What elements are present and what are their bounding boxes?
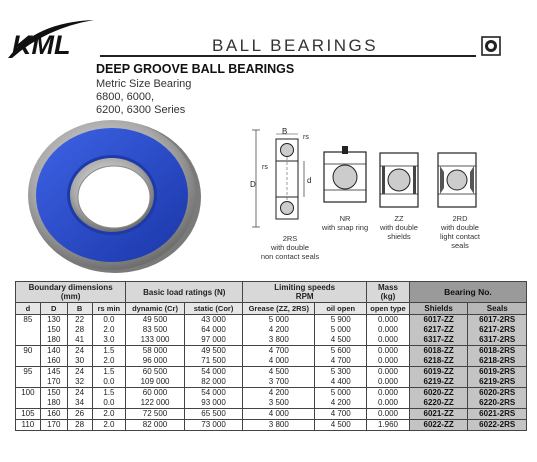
- table-cell-dyn: 82 000: [126, 420, 185, 431]
- table-cell-d: 90: [16, 346, 41, 367]
- table-cell-seals: 6022-2RS: [468, 420, 527, 431]
- table-cell-oil: 5 600 4 700: [315, 346, 367, 367]
- cross-section-zz: [378, 150, 420, 210]
- table-cell-seals: 6020-2RS 6220-2RS: [468, 388, 527, 409]
- table-cell-rs: 2.0: [92, 420, 126, 431]
- table-cell-oil: 5 000 4 200: [315, 388, 367, 409]
- type-caption-line: with double: [441, 223, 479, 232]
- dim-b-label: B: [282, 127, 288, 136]
- table-cell-rs: 1.5 2.0: [92, 346, 126, 367]
- bearing-icon: [481, 36, 501, 56]
- table-cell-B: 28: [67, 420, 92, 431]
- diagram-caption-2rs: [252, 234, 328, 261]
- header-seals: Seals: [468, 303, 527, 315]
- table-cell-shields: 6020-ZZ 6220-ZZ: [409, 388, 468, 409]
- diagram-caption-zz: [372, 214, 426, 241]
- cross-section-2rs: [248, 127, 318, 235]
- table-cell-D: 145 170: [40, 367, 67, 388]
- table-cell-shields: 6022-ZZ: [409, 420, 468, 431]
- table-cell-oil: 5 900 5 000 4 500: [315, 315, 367, 346]
- table-cell-rs: 1.5 0.0: [92, 388, 126, 409]
- table-cell-oil: 5 300 4 400: [315, 367, 367, 388]
- table-cell-d: 95: [16, 367, 41, 388]
- table-cell-B: 24 32: [67, 367, 92, 388]
- header-rs: rs min: [92, 303, 126, 315]
- type-caption-line: with double: [271, 243, 309, 252]
- table-cell-rs: 0.0 2.0 3.0: [92, 315, 126, 346]
- header-load: Basic load ratings (N): [126, 282, 243, 303]
- table-row: [16, 388, 527, 409]
- header-shields: Shields: [409, 303, 468, 315]
- table-cell-mass: 0.000: [367, 409, 410, 420]
- table-cell-seals: 6021-2RS: [468, 409, 527, 420]
- table-cell-rs: 2.0: [92, 409, 126, 420]
- type-code: 2RD: [452, 214, 468, 223]
- header-d: d: [16, 303, 41, 315]
- type-code: NR: [339, 214, 351, 223]
- header-speed: Limiting speeds RPM: [243, 282, 367, 303]
- header-grease: Grease (ZZ, 2RS): [243, 303, 315, 315]
- table-cell-shields: 6017-ZZ 6217-ZZ 6317-ZZ: [409, 315, 468, 346]
- table-row: [16, 346, 527, 367]
- table-cell-stat: 54 000 82 000: [184, 367, 243, 388]
- table-cell-D: 170: [40, 420, 67, 431]
- table-cell-B: 24 30: [67, 346, 92, 367]
- diagram-caption-nr: [314, 214, 376, 232]
- header-bearing-no: Bearing No.: [409, 282, 526, 303]
- table-cell-stat: 54 000 93 000: [184, 388, 243, 409]
- table-cell-seals: 6017-2RS 6217-2RS 6317-2RS: [468, 315, 527, 346]
- header-open-type: open type: [367, 303, 410, 315]
- header-rule: [100, 55, 476, 57]
- table-cell-mass: 1.960: [367, 420, 410, 431]
- header-mass: Mass (kg): [367, 282, 410, 303]
- table-cell-grease: 3 800: [243, 420, 315, 431]
- type-code: ZZ: [394, 214, 404, 223]
- table-cell-rs: 1.5 0.0: [92, 367, 126, 388]
- type-caption-line: seals: [451, 241, 469, 250]
- product-description-line: 6800, 6000,: [96, 91, 155, 103]
- table-cell-stat: 73 000: [184, 420, 243, 431]
- table-cell-B: 24 34: [67, 388, 92, 409]
- table-cell-shields: 6019-ZZ 6219-ZZ: [409, 367, 468, 388]
- table-cell-shields: 6021-ZZ: [409, 409, 468, 420]
- spec-table: [15, 281, 527, 431]
- table-cell-D: 150 180: [40, 388, 67, 409]
- table-cell-d: 100: [16, 388, 41, 409]
- type-caption-line: light contact: [439, 232, 481, 241]
- dim-d-outer-label: D: [250, 180, 256, 189]
- cross-section-2rd: [436, 150, 478, 210]
- table-cell-D: 130 150 180: [40, 315, 67, 346]
- type-code: 2RS: [282, 234, 298, 243]
- table-row: [16, 367, 527, 388]
- table-row: [16, 409, 527, 420]
- table-cell-grease: 4 000: [243, 409, 315, 420]
- table-cell-B: 26: [67, 409, 92, 420]
- table-cell-D: 160: [40, 409, 67, 420]
- type-caption-line: with snap ring: [321, 223, 369, 232]
- table-cell-B: 22 28 41: [67, 315, 92, 346]
- product-description-line: 6200, 6300 Series: [96, 104, 186, 116]
- table-cell-oil: 4 700: [315, 409, 367, 420]
- product-title: DEEP GROOVE BALL BEARINGS: [96, 62, 295, 76]
- product-description-line: Metric Size Bearing: [96, 78, 192, 90]
- header-B: B: [67, 303, 92, 315]
- header-boundary: Boundary dimensions (mm): [16, 282, 126, 303]
- table-cell-mass: 0.000 0.000: [367, 367, 410, 388]
- table-cell-dyn: 72 500: [126, 409, 185, 420]
- kml-logo: [6, 18, 98, 60]
- table-cell-d: 105: [16, 409, 41, 420]
- dim-d-inner-label: d: [307, 176, 312, 185]
- logo-text: KML: [12, 30, 71, 60]
- table-cell-D: 140 160: [40, 346, 67, 367]
- table-cell-shields: 6018-ZZ 6218-ZZ: [409, 346, 468, 367]
- table-cell-mass: 0.000 0.000: [367, 388, 410, 409]
- header-static: static (Cor): [184, 303, 243, 315]
- table-cell-d: 85: [16, 315, 41, 346]
- header-D: D: [40, 303, 67, 315]
- table-cell-d: 110: [16, 420, 41, 431]
- table-cell-oil: 4 500: [315, 420, 367, 431]
- page-title: BALL BEARINGS: [212, 36, 379, 55]
- header-dynamic: dynamic (Cr): [126, 303, 185, 315]
- dim-rs-side-label: rs: [262, 164, 268, 171]
- header-oil: oil open: [315, 303, 367, 315]
- table-cell-stat: 65 500: [184, 409, 243, 420]
- table-cell-grease: 4 500 3 700: [243, 367, 315, 388]
- table-cell-grease: 5 000 4 200 3 800: [243, 315, 315, 346]
- table-cell-stat: 49 500 71 500: [184, 346, 243, 367]
- cross-section-nr: [322, 144, 368, 210]
- table-cell-dyn: 60 000 122 000: [126, 388, 185, 409]
- type-caption-line: non contact seals: [260, 252, 320, 261]
- table-cell-seals: 6019-2RS 6219-2RS: [468, 367, 527, 388]
- table-cell-grease: 4 700 4 000: [243, 346, 315, 367]
- type-caption-line: with double: [380, 223, 418, 232]
- diagram-caption-2rd: [430, 214, 490, 250]
- bearing-illustration: [20, 115, 206, 277]
- table-cell-seals: 6018-2RS 6218-2RS: [468, 346, 527, 367]
- table-cell-dyn: 49 500 83 500 133 000: [126, 315, 185, 346]
- table-cell-dyn: 60 500 109 000: [126, 367, 185, 388]
- table-row: [16, 420, 527, 431]
- table-cell-mass: 0.000 0.000: [367, 346, 410, 367]
- dim-rs-label: rs: [303, 134, 309, 141]
- type-caption-line: shields: [387, 232, 411, 241]
- table-cell-stat: 43 000 64 000 97 000: [184, 315, 243, 346]
- table-cell-dyn: 58 000 96 000: [126, 346, 185, 367]
- table-cell-grease: 4 200 3 500: [243, 388, 315, 409]
- table-row: [16, 315, 527, 346]
- table-cell-mass: 0.000 0.000 0.000: [367, 315, 410, 346]
